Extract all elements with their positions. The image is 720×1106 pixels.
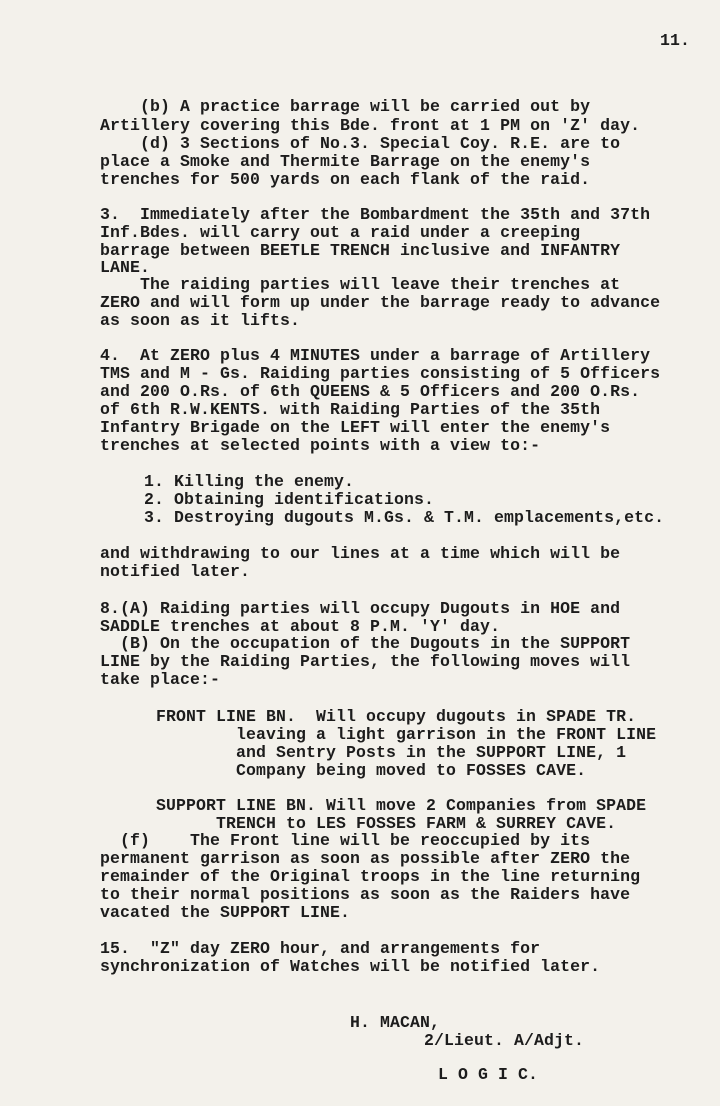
objective-3: 3. Destroying dugouts M.Gs. & T.M. emplacements,etc. bbox=[144, 508, 665, 527]
para-b-line-3: (d) 3 Sections of No.3. Special Coy. R.E. are to bbox=[100, 134, 621, 153]
objective-2: 2. Obtaining identifications. bbox=[144, 490, 435, 509]
para-15-line-1: 15. "Z" day ZERO hour, and arrangements for bbox=[100, 939, 541, 958]
para-4-line-5: Infantry Brigade on the LEFT will enter the enemy's bbox=[100, 418, 611, 437]
page-number: 11. bbox=[660, 31, 691, 50]
signature-code: L O G I C. bbox=[438, 1065, 539, 1084]
para-8-line-4: LINE by the Raiding Parties, the following moves will bbox=[100, 652, 631, 671]
front-line-bn-line-4: Company being moved to FOSSES CAVE. bbox=[156, 761, 587, 780]
para-f-line-5: vacated the SUPPORT LINE. bbox=[100, 903, 351, 922]
para-b-line-2: Artillery covering this Bde. front at 1 PM on 'Z' day. bbox=[100, 116, 641, 135]
para-f-line-1: (f) The Front line will be reoccupied by its bbox=[100, 831, 591, 850]
para-4-line-3: and 200 O.Rs. of 6th QUEENS & 5 Officers and 200 O.Rs. bbox=[100, 382, 641, 401]
signature-name: H. MACAN, bbox=[350, 1013, 441, 1032]
para-b-line-5: trenches for 500 yards on each flank of the raid. bbox=[100, 170, 591, 189]
para-3-line-3: barrage between BEETLE TRENCH inclusive and INFANTRY bbox=[100, 241, 621, 260]
para-4-line-4: of 6th R.W.KENTS. with Raiding Parties of the 35th bbox=[100, 400, 601, 419]
withdraw-line-1: and withdrawing to our lines at a time which will be bbox=[100, 544, 621, 563]
para-4-line-6: trenches at selected points with a view to:- bbox=[100, 436, 541, 455]
para-f-line-2: permanent garrison as soon as possible after ZERO the bbox=[100, 849, 631, 868]
para-8-line-5: take place:- bbox=[100, 670, 221, 689]
support-line-bn-line-1: SUPPORT LINE BN. Will move 2 Companies from SPADE bbox=[156, 796, 647, 815]
para-4-line-1: 4. At ZERO plus 4 MINUTES under a barrage of Artillery bbox=[100, 346, 651, 365]
para-f-line-4: to their normal positions as soon as the Raiders have bbox=[100, 885, 631, 904]
para-b-line-4: place a Smoke and Thermite Barrage on the enemy's bbox=[100, 152, 591, 171]
para-8-line-1: 8.(A) Raiding parties will occupy Dugouts in HOE and bbox=[100, 599, 621, 618]
para-3-line-4: LANE. bbox=[100, 258, 151, 277]
support-line-bn-line-2: TRENCH to LES FOSSES FARM & SURREY CAVE. bbox=[156, 814, 617, 833]
front-line-bn-line-2: leaving a light garrison in the FRONT LINE bbox=[156, 725, 657, 744]
signature-rank: 2/Lieut. A/Adjt. bbox=[424, 1031, 585, 1050]
para-3-line-6: ZERO and will form up under the barrage ready to advance bbox=[100, 293, 661, 312]
para-4-line-2: TMS and M - Gs. Raiding parties consisting of 5 Officers bbox=[100, 364, 661, 383]
para-b-line-1: (b) A practice barrage will be carried out by bbox=[100, 97, 591, 116]
para-8-line-2: SADDLE trenches at about 8 P.M. 'Y' day. bbox=[100, 617, 501, 636]
para-15-line-2: synchronization of Watches will be notified later. bbox=[100, 957, 601, 976]
front-line-bn-line-3: and Sentry Posts in the SUPPORT LINE, 1 bbox=[156, 743, 627, 762]
para-8-line-3: (B) On the occupation of the Dugouts in the SUPPORT bbox=[100, 634, 631, 653]
withdraw-line-2: notified later. bbox=[100, 562, 251, 581]
para-3-line-5: The raiding parties will leave their trenches at bbox=[100, 275, 621, 294]
para-3-line-2: Inf.Bdes. will carry out a raid under a creeping bbox=[100, 223, 581, 242]
objective-1: 1. Killing the enemy. bbox=[144, 472, 355, 491]
para-3-line-7: as soon as it lifts. bbox=[100, 311, 301, 330]
para-3-line-1: 3. Immediately after the Bombardment the 35th and 37th bbox=[100, 205, 651, 224]
para-f-line-3: remainder of the Original troops in the line returning bbox=[100, 867, 641, 886]
front-line-bn-line-1: FRONT LINE BN. Will occupy dugouts in SPADE TR. bbox=[156, 707, 637, 726]
